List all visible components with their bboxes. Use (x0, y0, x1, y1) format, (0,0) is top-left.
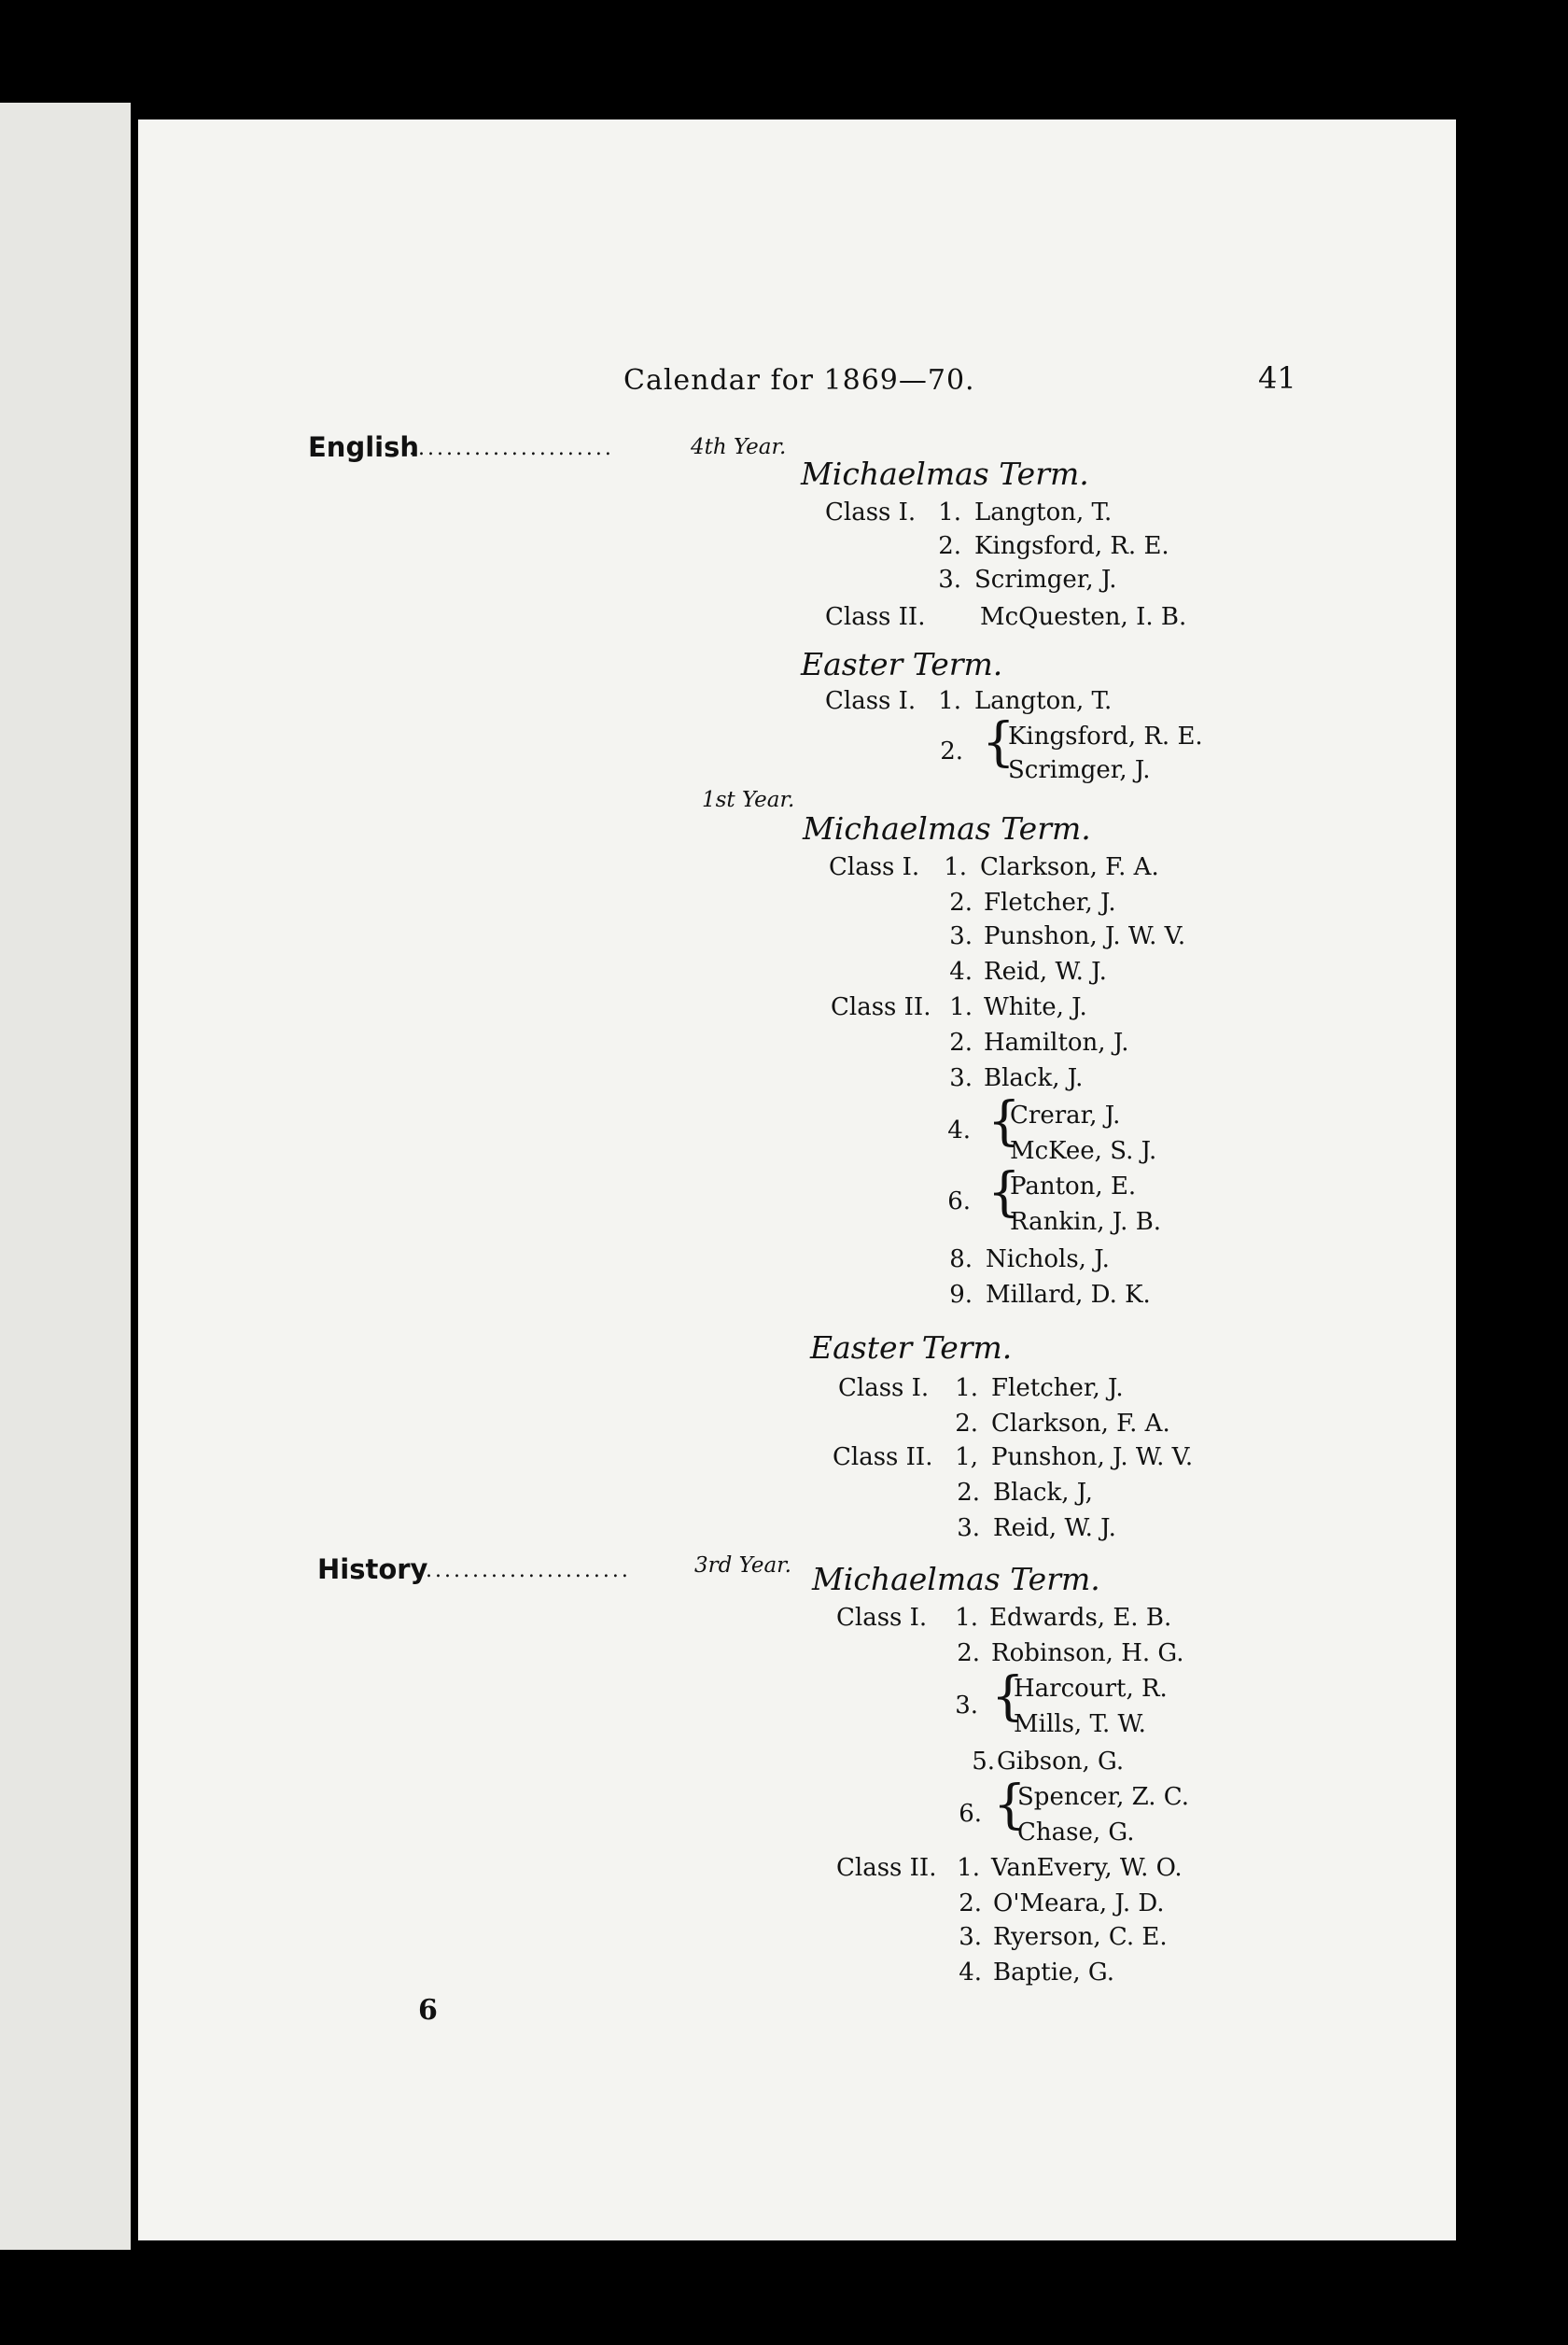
class-label: Class II. (833, 1443, 933, 1471)
tie-brace: { (991, 1666, 1025, 1727)
class-label: Class II. (825, 603, 926, 631)
student-name: Edwards, E. B. (989, 1604, 1172, 1632)
rank-number: 1. (955, 1374, 978, 1402)
class-label: Class I. (829, 853, 920, 881)
student-name: Harcourt, R. (1014, 1675, 1168, 1703)
rank-number: 1. (955, 1604, 978, 1632)
rank-number: 2. (949, 1029, 973, 1057)
student-name: Mills, T. W. (1014, 1710, 1146, 1738)
student-name: O'Meara, J. D. (993, 1889, 1165, 1917)
student-name: Rankin, J. B. (1010, 1208, 1162, 1236)
page-number: 41 (1258, 360, 1296, 396)
tie-brace: { (982, 712, 1015, 773)
student-name: Hamilton, J. (984, 1029, 1129, 1057)
student-name: Clarkson, F. A. (991, 1410, 1170, 1438)
rank-number: 6. (959, 1800, 982, 1828)
class-label: Class I. (825, 687, 917, 715)
rank-number: 3. (938, 566, 961, 594)
rank-number: 4. (959, 1959, 982, 1987)
dot-leader: ...................... (409, 437, 614, 460)
rank-number: 1, (955, 1443, 978, 1471)
student-name: Fletcher, J. (984, 889, 1116, 917)
rank-number: 1. (957, 1854, 980, 1882)
subject-english: English (308, 431, 420, 463)
student-name: Millard, D. K. (986, 1281, 1151, 1309)
class-label: Class II. (836, 1854, 937, 1882)
student-name: Spencer, Z. C. (1017, 1783, 1190, 1811)
student-name: Punshon, J. W. V. (984, 922, 1186, 950)
student-name: Kingsford, R. E. (1008, 723, 1203, 751)
rank-number: 1. (938, 687, 961, 715)
class-label: Class I. (836, 1604, 928, 1632)
student-name: Kingsford, R. E. (974, 532, 1169, 560)
rank-number: 3. (955, 1692, 978, 1720)
rank-number: 2. (955, 1410, 978, 1438)
rank-number: 2. (957, 1639, 980, 1667)
student-name: Fletcher, J. (991, 1374, 1124, 1402)
student-name: Langton, T. (974, 498, 1113, 527)
tie-brace: { (987, 1091, 1021, 1152)
rank-number: 2. (938, 532, 961, 560)
signature-mark: 6 (418, 1994, 438, 2027)
term-heading: Michaelmas Term. (801, 456, 1089, 492)
student-name: VanEvery, W. O. (991, 1854, 1183, 1882)
rank-number: 1. (944, 853, 967, 881)
student-name: Reid, W. J. (984, 958, 1107, 986)
tie-brace: { (987, 1162, 1021, 1223)
page-header-title: Calendar for 1869—70. (623, 364, 975, 397)
student-name: Langton, T. (974, 687, 1113, 715)
student-name: Scrimger, J. (974, 566, 1117, 594)
rank-number: 2. (940, 737, 963, 765)
student-name: Ryerson, C. E. (993, 1923, 1168, 1951)
student-name: McKee, S. J. (1010, 1137, 1157, 1165)
rank-number: 1. (938, 498, 961, 527)
student-name: Black, J, (993, 1479, 1093, 1507)
rank-number: 3. (949, 922, 973, 950)
student-name: Nichols, J. (986, 1245, 1110, 1273)
rank-number: 3. (957, 1514, 980, 1542)
student-name: Clarkson, F. A. (980, 853, 1159, 881)
student-name: Punshon, J. W. V. (991, 1443, 1194, 1471)
year-label: 3rd Year. (694, 1553, 791, 1578)
student-name: Crerar, J. (1010, 1102, 1121, 1130)
student-name: McQuesten, I. B. (980, 603, 1187, 631)
rank-number: 4. (949, 958, 973, 986)
rank-number: 2. (957, 1479, 980, 1507)
class-label: Class II. (831, 993, 931, 1021)
student-name: Black, J. (984, 1064, 1084, 1092)
student-name: Robinson, H. G. (991, 1639, 1184, 1667)
subject-history: History (317, 1553, 428, 1585)
rank-number: 4. (947, 1116, 971, 1144)
rank-number: 3. (949, 1064, 973, 1092)
student-name: Scrimger, J. (1008, 756, 1151, 784)
class-label: Class I. (825, 498, 917, 527)
rank-number: 2. (959, 1889, 982, 1917)
tie-brace: { (993, 1775, 1027, 1835)
class-label: Class I. (838, 1374, 930, 1402)
student-name: Chase, G. (1017, 1818, 1135, 1847)
rank-number: 1. (949, 993, 973, 1021)
rank-number: 6. (947, 1187, 971, 1215)
rank-number: 9. (949, 1281, 973, 1309)
student-name: White, J. (984, 993, 1087, 1021)
dot-leader: ...................... (426, 1559, 631, 1582)
student-name: Baptie, G. (993, 1959, 1115, 1987)
student-name: Reid, W. J. (993, 1514, 1116, 1542)
year-label: 1st Year. (702, 788, 795, 812)
student-name: Gibson, G. (997, 1748, 1125, 1776)
student-name: Panton, E. (1010, 1172, 1137, 1201)
previous-page-edge (0, 103, 131, 2250)
term-heading: Michaelmas Term. (812, 1561, 1100, 1597)
rank-number: 5. (972, 1748, 995, 1776)
term-heading: Easter Term. (810, 1329, 1013, 1366)
rank-number: 2. (949, 889, 973, 917)
rank-number: 3. (959, 1923, 982, 1951)
rank-number: 8. (949, 1245, 973, 1273)
term-heading: Michaelmas Term. (803, 810, 1091, 847)
term-heading: Easter Term. (801, 646, 1003, 682)
year-label: 4th Year. (691, 435, 787, 459)
